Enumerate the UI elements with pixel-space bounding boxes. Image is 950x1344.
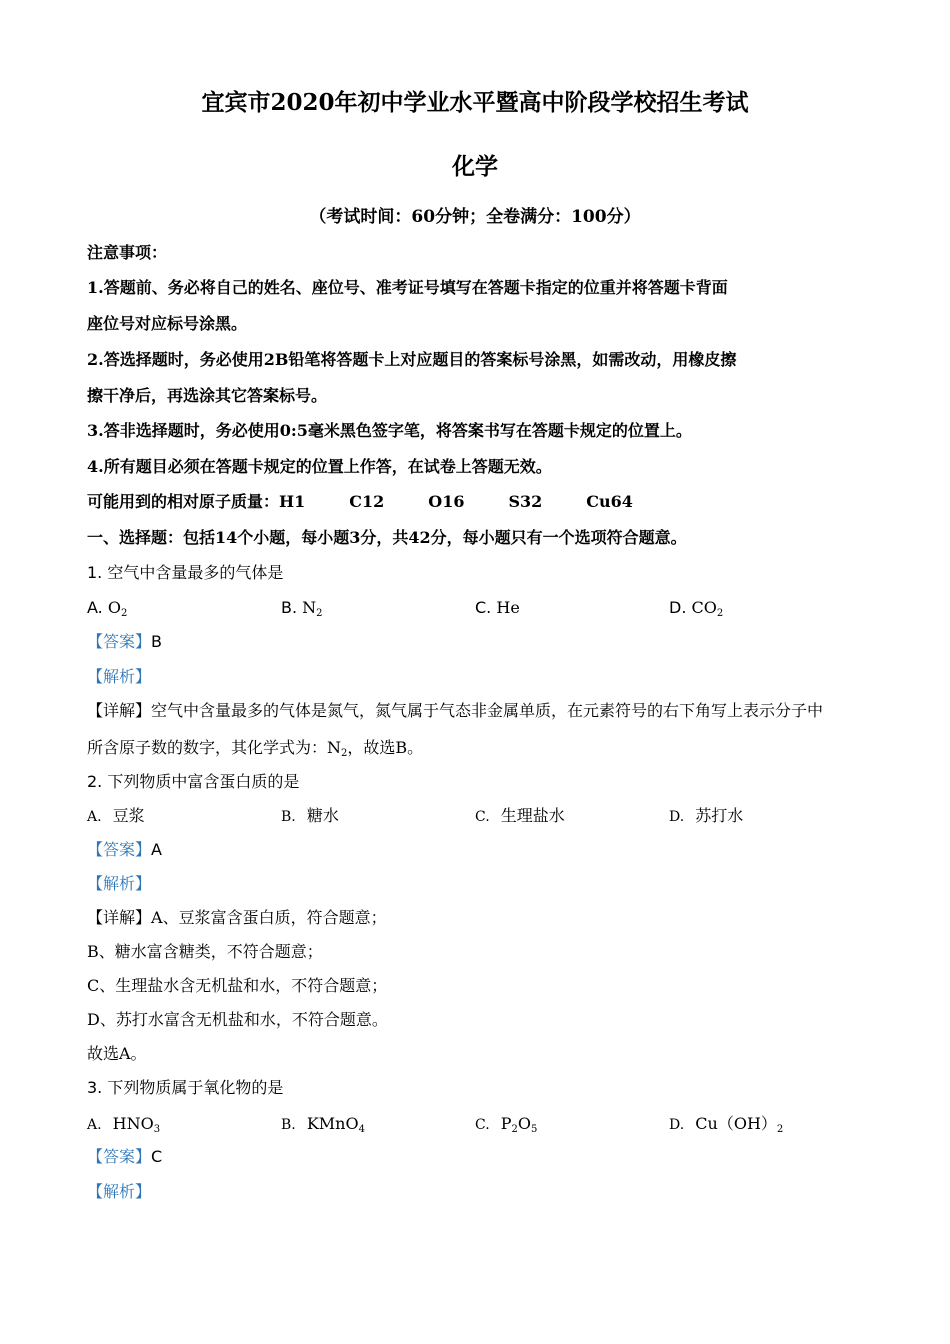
- notice-item-3: 3.答非选择题时，务必使用0:5毫米黑色签字笔，将答案书写在答题卡规定的位置上。: [87, 421, 692, 440]
- q2-detail-2: B、糖水富含糖类，不符合题意；: [87, 942, 323, 961]
- question-1: [87, 562, 283, 584]
- detail-text: A、豆浆富含蛋白质，符合题意；: [151, 908, 387, 927]
- detail-subscript: 2: [341, 748, 348, 759]
- answer-value: C: [151, 1147, 163, 1166]
- q2-detail-3: C、生理盐水含无机盐和水，不符合题意；: [87, 976, 388, 995]
- option-text: He: [496, 598, 520, 617]
- q2-option-b: [281, 805, 339, 828]
- atomic-mass-item: Cu64: [586, 492, 633, 511]
- option-text: KMnO: [306, 1114, 359, 1133]
- option-subscript: 5: [531, 1124, 538, 1135]
- question-stem: 空气中含量最多的气体是: [107, 563, 284, 582]
- notice-item-1b: 座位号对应标号涂黑。: [87, 314, 248, 333]
- q1-detail-a: [87, 700, 823, 722]
- option-letter: D.: [669, 1117, 685, 1133]
- option-text: CO: [691, 598, 717, 617]
- detail-text: ，故选B。: [347, 738, 424, 757]
- question-stem: 下列物质中富含蛋白质的是: [107, 772, 300, 791]
- q2-detail-4: D、苏打水富含无机盐和水，不符合题意。: [87, 1010, 388, 1029]
- option-letter: A.: [87, 598, 103, 617]
- option-letter: C.: [475, 1117, 490, 1133]
- atomic-masses-label: 可能用到的相对原子质量：: [87, 492, 280, 511]
- q1-analysis-label: 【解析】: [87, 667, 152, 686]
- atomic-mass-item: O16: [428, 492, 465, 511]
- atomic-masses: [87, 491, 677, 513]
- q3-option-c: [475, 1113, 537, 1136]
- q1-option-a: [87, 597, 127, 619]
- q3-option-a: [87, 1113, 160, 1136]
- q3-option-d: [669, 1113, 783, 1136]
- q3-analysis-label: 【解析】: [87, 1182, 152, 1201]
- q2-answer: [87, 839, 162, 861]
- option-subscript: 2: [511, 1124, 518, 1135]
- answer-value: B: [151, 632, 162, 651]
- question-stem: 下列物质属于氧化物的是: [107, 1078, 284, 1097]
- question-2: [87, 771, 299, 793]
- option-text: O: [107, 598, 121, 617]
- option-text: 豆浆: [112, 806, 145, 825]
- q3-answer: [87, 1146, 162, 1168]
- exam-subject: 化学: [452, 153, 498, 180]
- option-text: Cu（OH）: [695, 1114, 777, 1133]
- option-subscript: 2: [776, 1124, 784, 1135]
- answer-value: A: [151, 840, 162, 859]
- answer-label: 【答案】: [87, 1147, 152, 1166]
- option-letter: B.: [281, 598, 298, 617]
- option-letter: A.: [87, 1117, 102, 1133]
- notice-item-2b: 擦干净后，再选涂其它答案标号。: [87, 386, 328, 405]
- option-letter: B.: [281, 809, 296, 825]
- option-text: 生理盐水: [500, 806, 565, 825]
- atomic-mass-item: C12: [349, 492, 385, 511]
- q1-detail-b: [87, 737, 423, 759]
- option-letter: A.: [87, 809, 102, 825]
- q2-option-d: [669, 805, 743, 828]
- notice-item-2a: 2.答选择题时，务必使用2B铅笔将答题卡上对应题目的答案标号涂黑，如需改动，用橡皮擦: [87, 350, 737, 369]
- notice-item-1a: 1.答题前、务必将自己的姓名、座位号、准考证号填写在答题卡指定的位重并将答题卡背面: [87, 278, 728, 297]
- option-letter: D.: [669, 598, 687, 617]
- option-text: P: [500, 1114, 512, 1133]
- question-number: 2.: [87, 772, 103, 791]
- question-3: [87, 1077, 283, 1099]
- option-letter: B.: [281, 1117, 296, 1133]
- option-text: O: [517, 1114, 532, 1133]
- answer-label: 【答案】: [87, 840, 152, 859]
- q1-option-c: [475, 597, 520, 619]
- q2-detail-1: [87, 907, 387, 929]
- option-subscript: 2: [120, 608, 128, 619]
- notice-item-4: 4.所有题目必须在答题卡规定的位置上作答，在试卷上答题无效。: [87, 457, 552, 476]
- q2-analysis-label: 【解析】: [87, 874, 152, 893]
- question-number: 1.: [87, 563, 103, 582]
- option-subscript: 3: [153, 1124, 161, 1135]
- notice-heading: 注意事项：: [87, 243, 168, 262]
- detail-label: 【详解】: [87, 701, 152, 720]
- detail-label: 【详解】: [87, 908, 152, 927]
- atomic-mass-item: S32: [508, 492, 543, 511]
- detail-text: 空气中含量最多的气体是氮气，氮气属于气态非金属单质，在元素符号的右下角写上表示分子中: [151, 701, 824, 720]
- exam-info: （考试时间：60分钟；全卷满分：100分）: [309, 207, 641, 227]
- option-subscript: 4: [358, 1124, 365, 1135]
- question-number: 3.: [87, 1078, 103, 1097]
- option-letter: D.: [669, 809, 685, 825]
- q2-conclusion: 故选A。: [87, 1044, 147, 1063]
- q3-option-b: [281, 1113, 365, 1136]
- detail-text: 所含原子数的数字，其化学式为：N: [87, 738, 342, 757]
- section-1-heading: 一、选择题：包括14个小题，每小题3分，共42分，每小题只有一个选项符合题意。: [87, 528, 687, 547]
- answer-label: 【答案】: [87, 632, 152, 651]
- option-letter: C.: [475, 598, 492, 617]
- q2-option-a: [87, 805, 145, 828]
- q1-answer: [87, 631, 162, 653]
- exam-title: 宜宾市2020年初中学业水平暨高中阶段学校招生考试: [201, 89, 749, 116]
- option-subscript: 2: [316, 608, 323, 619]
- atomic-mass-item: H1: [279, 492, 306, 511]
- option-subscript: 2: [716, 608, 724, 619]
- option-text: 糖水: [306, 806, 339, 825]
- q1-option-b: [281, 597, 323, 619]
- option-text: N: [302, 598, 317, 617]
- option-text: 苏打水: [695, 806, 744, 825]
- option-letter: C.: [475, 809, 490, 825]
- q2-option-c: [475, 805, 565, 828]
- q1-option-d: [669, 597, 723, 619]
- option-text: HNO: [112, 1114, 154, 1133]
